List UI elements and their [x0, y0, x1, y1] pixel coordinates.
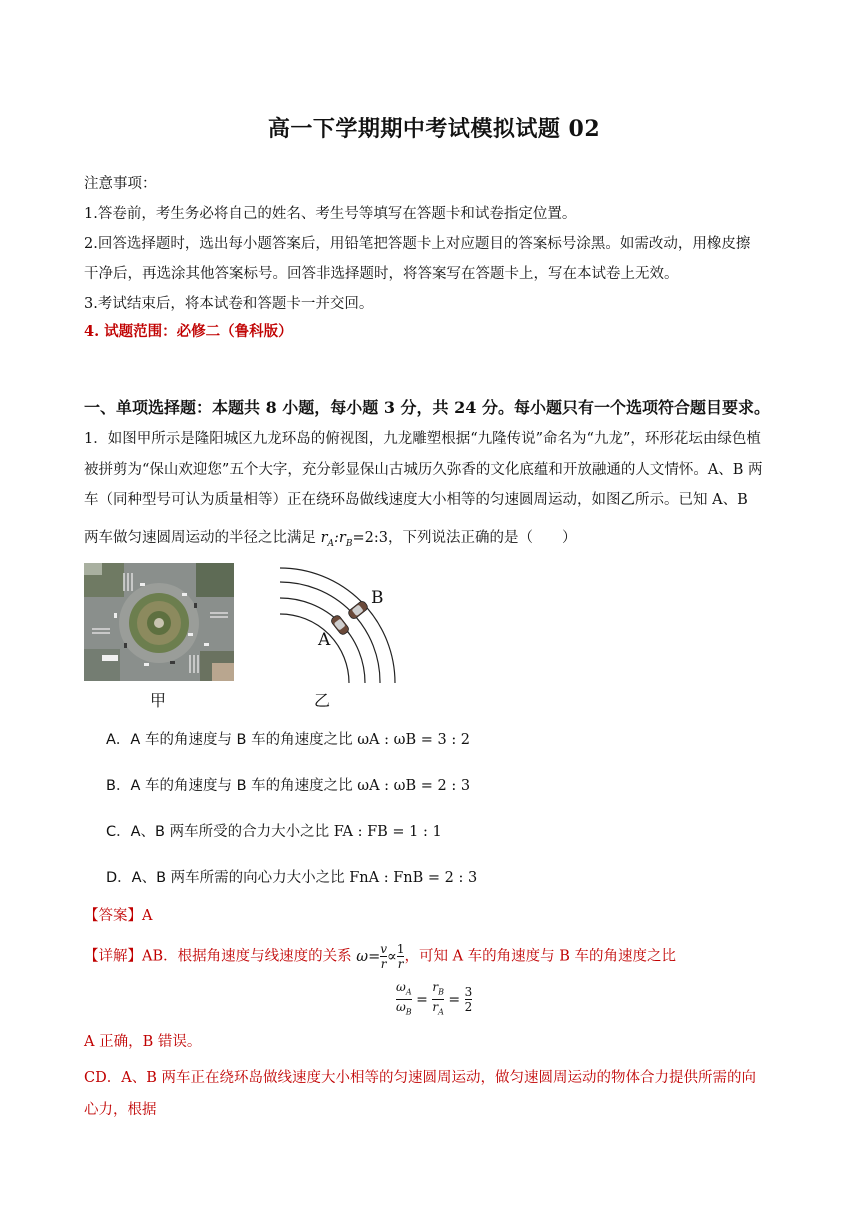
radius-ratio-formula: $r_A:r_B$ — [320, 530, 353, 549]
answer-label: 【答案】A — [84, 908, 153, 924]
option-d-text: D．A、B 两车所需的向心力大小之比 — [106, 870, 350, 886]
question-line-4-prefix: 两车做匀速圆周运动的半径之比满足 — [84, 530, 321, 546]
exam-scope: 4. 试题范围：必修二（鲁科版） — [84, 323, 293, 340]
option-a[interactable] — [106, 728, 470, 749]
section-heading: 一、单项选择题：本题共 8 小题，每小题 3 分，共 24 分。每小题只有一个选项符合题目要求。 — [84, 398, 770, 417]
car-a-label: A — [318, 630, 331, 650]
option-b-formula: ωA : ωB = 2 : 3 — [357, 778, 471, 794]
car-b-label: B — [371, 588, 384, 608]
question-line-4 — [84, 526, 576, 549]
question-line-4-suffix: =2:3，下列说法正确的是（ ） — [352, 530, 577, 546]
option-b-text: B．A 车的角速度与 B 车的角速度之比 — [106, 778, 358, 794]
notice-item-2: 2.回答选择题时，选出每小题答案后，用铅笔把答题卡上对应题目的答案标号涂黑。如需改动，用橡皮擦 — [84, 236, 751, 252]
notice-item-2-cont: 干净后，再选涂其他答案标号。回答非选择题时，将答案写在答题卡上，写在本试卷上无效。 — [84, 266, 679, 282]
detail-cd-line-1: CD．A、B 两车正在绕环岛做线速度大小相等的匀速圆周运动，做匀速圆周运动的物体合力提供所需的向 — [84, 1070, 756, 1086]
notice-item-1: 1.答卷前，考生务必将自己的姓名、考生号等填写在答题卡和试卷指定位置。 — [84, 206, 577, 222]
question-line-3: 车（同种型号可认为质量相等）正在绕环岛做线速度大小相等的匀速圆周运动，如图乙所示。已知 A、B — [84, 492, 748, 508]
roundabout-aerial-photo — [84, 563, 234, 681]
figure-label-right: 乙 — [314, 691, 331, 710]
question-line-2: 被拼剪为“保山欢迎您”五个大字，充分彰显保山古城历久弥香的文化底蕴和开放融通的人文情怀。A、B 两 — [84, 462, 763, 478]
option-d[interactable] — [106, 866, 477, 887]
detail-line — [84, 942, 676, 971]
option-d-formula: FnA : FnB = 2 : 3 — [349, 870, 478, 886]
option-c-text: C．A、B 两车所受的合力大小之比 — [106, 824, 334, 840]
omega-relation-formula: ω= $\frac{v}{r}$ ∝ $\frac{1}{r}$ — [356, 942, 405, 971]
car-a-icon — [330, 614, 350, 636]
option-a-formula: ωA : ωB = 3 : 2 — [357, 732, 471, 748]
conclusion-ab: A 正确，B 错误。 — [84, 1034, 202, 1050]
detail-prefix: 【详解】AB．根据角速度与线速度的关系 — [84, 948, 357, 965]
notice-item-3: 3.考试结束后，将本试卷和答题卡一并交回。 — [84, 296, 374, 312]
car-track-diagram — [270, 565, 400, 685]
question-line-1: 1．如图甲所示是隆阳城区九龙环岛的俯视图，九龙雕塑根据“九隆传说”命名为“九龙”，环形花坛由绿色植 — [84, 431, 761, 447]
detail-cd-line-2: 心力，根据 — [84, 1102, 157, 1118]
option-c-formula: FA : FB = 1 : 1 — [333, 824, 442, 840]
option-b[interactable] — [106, 774, 470, 795]
detail-suffix: ，可知 A 车的角速度与 B 车的角速度之比 — [404, 948, 677, 965]
car-b-icon — [347, 600, 369, 620]
notice-heading: 注意事项： — [84, 176, 157, 192]
omega-ratio-formula: $\frac{\omega_A}{\omega_B}$ = $\frac{r_B}{r_A}$ = $\frac{3}{2}$ — [396, 980, 472, 1020]
option-c[interactable] — [106, 820, 442, 841]
figure-label-left: 甲 — [150, 691, 167, 710]
option-a-text: A．A 车的角速度与 B 车的角速度之比 — [106, 732, 358, 748]
page-title: 高一下学期期中考试模拟试题 02 — [267, 116, 601, 142]
